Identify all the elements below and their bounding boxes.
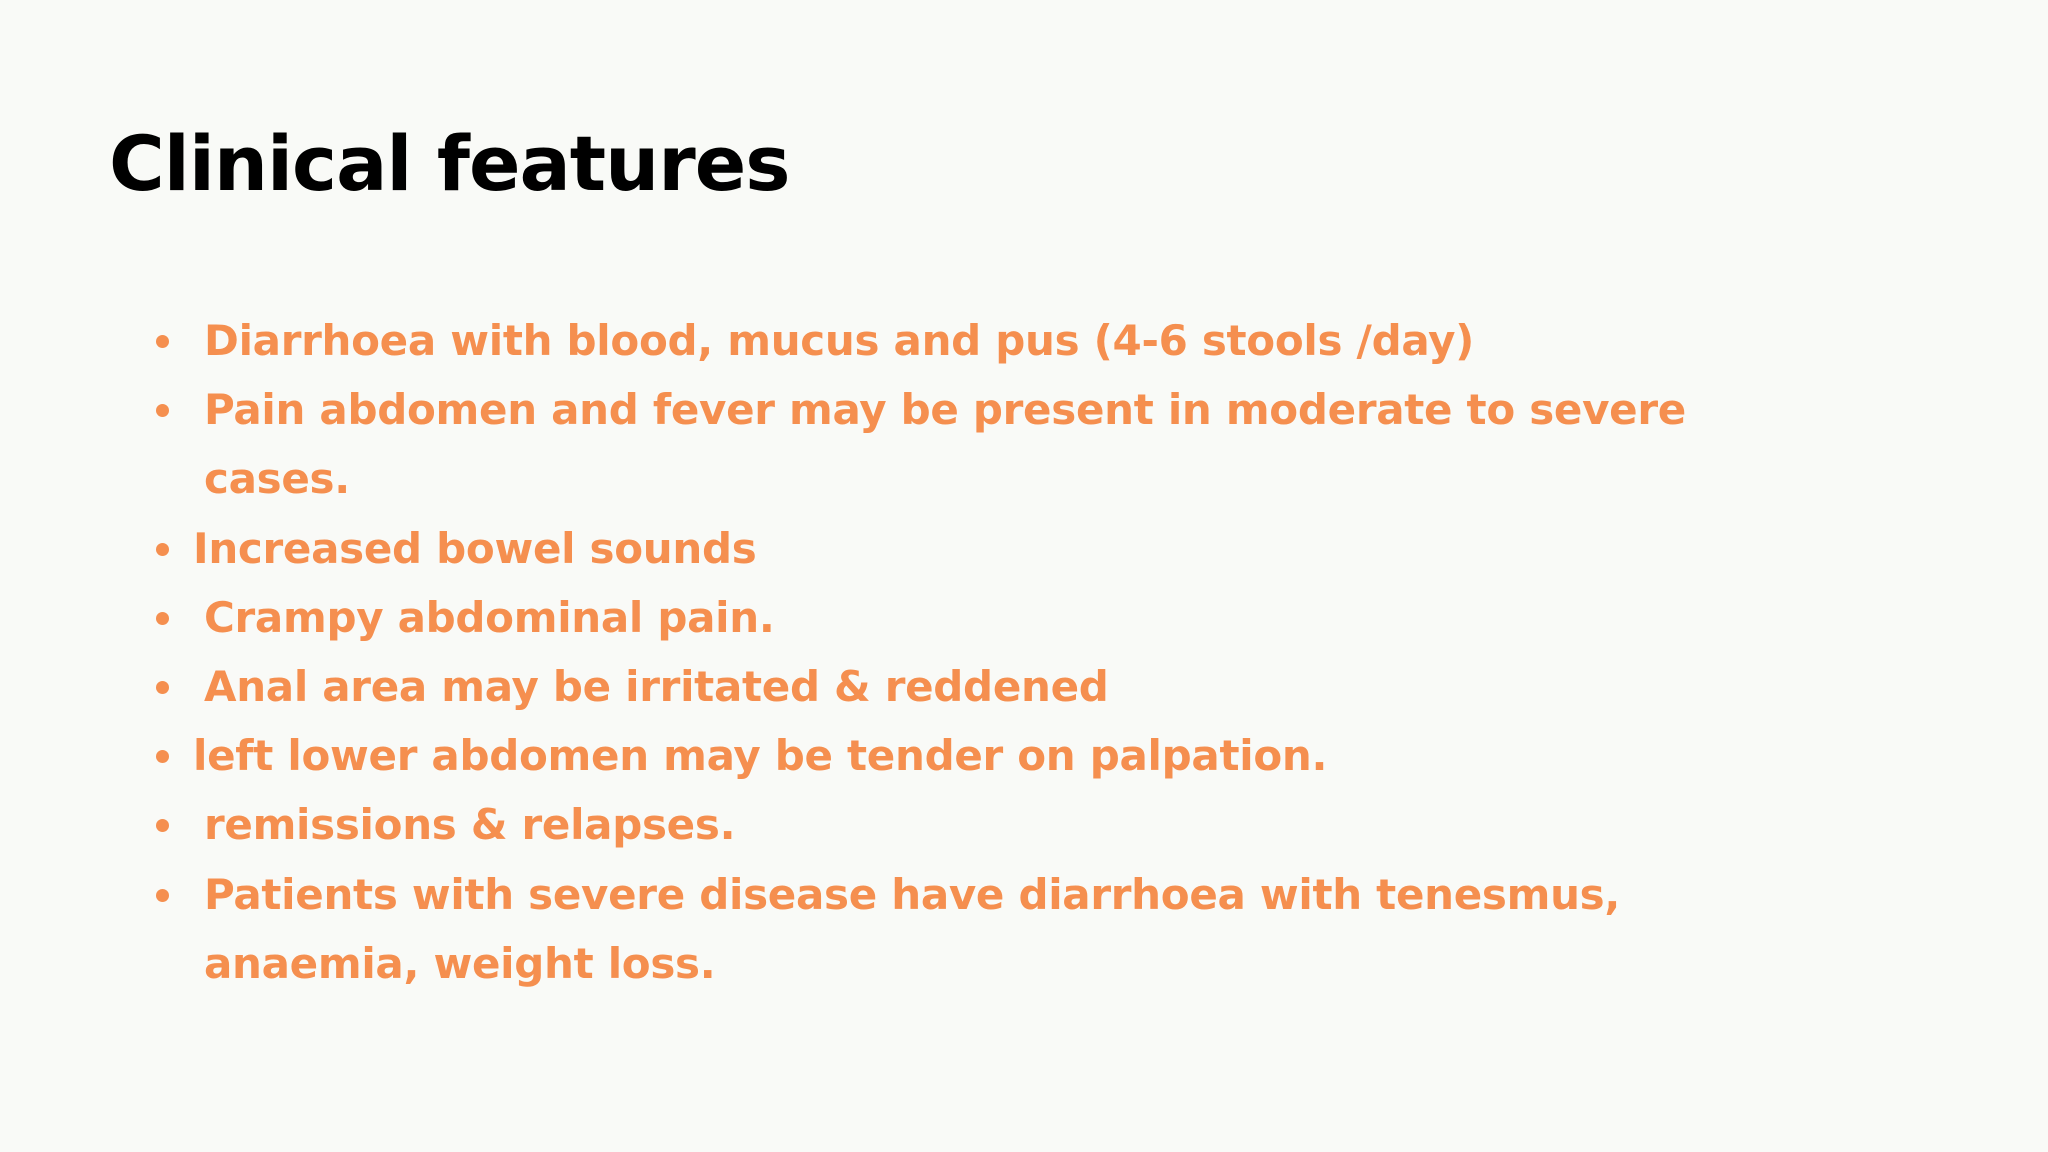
bullet-list xyxy=(152,306,1712,998)
bullet-dot-icon xyxy=(156,889,169,902)
list-item xyxy=(152,790,1712,859)
list-item-text: Pain abdomen and fever may be present in moderate to severe cases. xyxy=(204,385,1686,504)
list-item-text: Crampy abdominal pain. xyxy=(204,592,775,642)
bullet-dot-icon xyxy=(156,681,169,694)
list-item xyxy=(152,375,1712,513)
list-item-text: Increased bowel sounds xyxy=(193,523,757,573)
list-item xyxy=(152,514,1712,583)
list-item xyxy=(152,583,1712,652)
list-item xyxy=(152,306,1712,375)
slide-title: Clinical features xyxy=(109,119,790,208)
bullet-dot-icon xyxy=(156,543,169,556)
list-item-text: Patients with severe disease have diarrhoea with tenesmus, anaemia, weight loss. xyxy=(204,869,1621,988)
bullet-dot-icon xyxy=(156,335,169,348)
list-item xyxy=(152,721,1712,790)
list-item xyxy=(152,652,1712,721)
list-item-text: Anal area may be irritated & reddened xyxy=(204,662,1109,712)
bullet-dot-icon xyxy=(156,612,169,625)
list-item-text: Diarrhoea with blood, mucus and pus (4-6 stools /day) xyxy=(204,316,1475,365)
list-item-text: remissions & relapses. xyxy=(204,800,736,850)
list-item xyxy=(152,860,1712,998)
list-item-text: left lower abdomen may be tender on palpation. xyxy=(193,731,1328,781)
